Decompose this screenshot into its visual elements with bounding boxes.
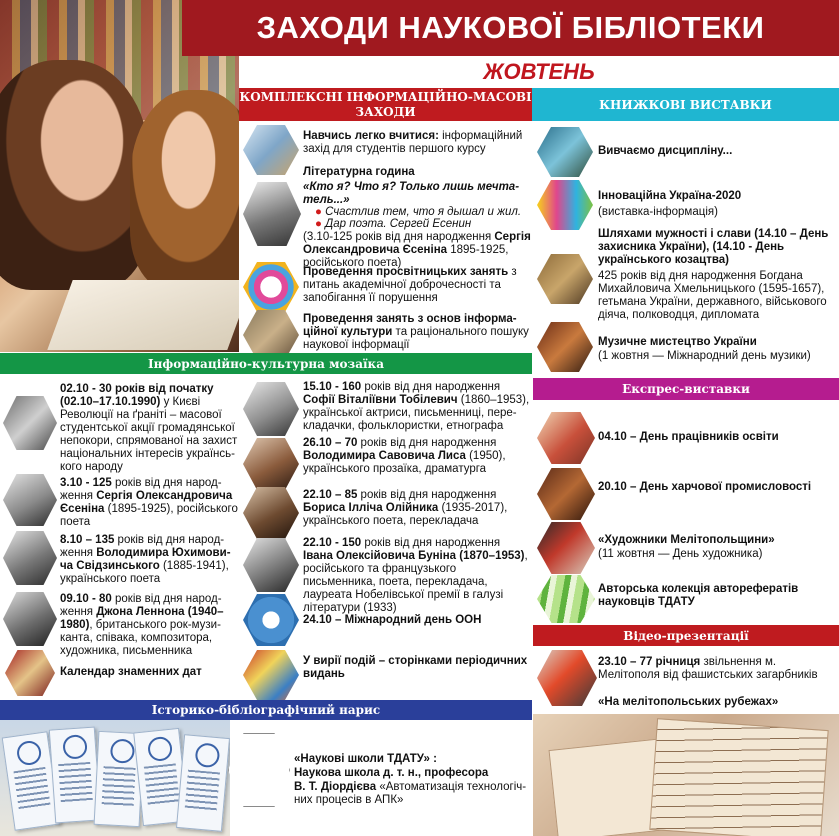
section-header-express: Експрес-виставки — [533, 378, 839, 400]
mosaic-thumb-lennon — [3, 592, 57, 646]
mosaic-thumb-lys — [243, 438, 299, 490]
mosaic-oliynyk: 22.10 – 85 років від дня народження Бориса Ілліча Олійника (1935-2017), українського поета, перекладача — [303, 489, 508, 527]
exhibition-thumb-innovation — [537, 180, 593, 230]
video-liberation: 23.10 – 77 річниця звільнення м. Мелітополя від фашистських загарбників — [598, 656, 818, 681]
exhibition-discipline: Вивчаємо дисципліну... — [598, 145, 733, 157]
express-abstracts: Авторська колекція авторефератів науковців ТДАТУ — [598, 583, 799, 608]
mosaic-thumb-periodicals — [243, 650, 299, 700]
mosaic-thumb-oliynyk — [243, 487, 299, 539]
event-literary-quote: «Кто я? Что я? Только лишь мечтатель...» — [303, 181, 520, 206]
month-label: ЖОВТЕНЬ — [239, 56, 839, 88]
mosaic-thumb-svidzinsky — [3, 531, 57, 585]
exhibition-thumb-music — [537, 322, 593, 372]
express-education-day: 04.10 – День працівників освіти — [598, 431, 779, 443]
mosaic-thumb-un — [243, 594, 299, 646]
exhibition-music-sub: (1 жовтня — Міжнародний день музики) — [598, 350, 811, 362]
event-thumb-yesenin — [243, 182, 301, 246]
essay-thumb-booklet — [228, 733, 290, 807]
mosaic-thumb-yesenin — [3, 474, 57, 526]
section-header-essay: Історико-бібліографічний нарис — [0, 700, 532, 720]
section-header-book-exhibitions: КНИЖКОВІ ВИСТАВКИ — [532, 88, 839, 121]
essay-line2: Наукова школа д. т. н., професора — [294, 767, 489, 779]
mosaic-bunin: 22.10 - 150 років від дня народження Івана Олексійовича Буніна (1870–1953), російського та французького письменника, поета, перекладача, лауреата Нобелівської премії в галузі літератури (1933) — [303, 537, 528, 614]
event-thumb-learn — [243, 125, 299, 175]
express-thumb-education — [537, 412, 595, 464]
exhibition-innovation-sub: (виставка-інформація) — [598, 206, 718, 218]
exhibition-music-title: Музичне мистецтво України — [598, 336, 757, 348]
video-liberation-title: «На мелітопольських рубежах» — [598, 696, 779, 708]
mosaic-periodicals: У вирії подій – сторінками періодичних видань — [303, 655, 528, 680]
event-integrity: Проведення просвітницьких занять з питань академічної доброчесності та запобігання її порушення — [303, 266, 517, 304]
exhibition-thumb-courage — [537, 254, 593, 304]
event-literary-bullet-2: ● Дар поэта. Сергей Есенин — [315, 218, 472, 230]
essay-line3: В. Т. Діордієва «Автоматизація технологічних процесів в АПК» — [294, 781, 527, 806]
mosaic-un-day: 24.10 – Міжнародний день ООН — [303, 614, 482, 626]
event-info-culture: Проведення занять з основ інформаційної культури та раціонального пошуку наукової інформації — [303, 313, 529, 351]
essay-title: «Наукові школи ТДАТУ» : — [294, 753, 437, 765]
mosaic-yesenin: 3.10 - 125 років від дня народження Сергія Олександровича Єсеніна (1895-1925), російського поета — [60, 477, 238, 528]
section-header-video: Відео-презентації — [533, 625, 839, 646]
mosaic-tobilevych: 15.10 - 160 років від дня народження Софії Віталіївни Тобілевич (1860–1953), української актриси, письменниці, перекладачки, фольклористки, етнографа — [303, 381, 530, 432]
event-literary-date: (3.10-125 років від дня народження Сергія Олександровича Єсеніна 1895-1925, російського поета) — [303, 231, 531, 269]
event-thumb-integrity — [243, 262, 299, 312]
express-thumb-food — [537, 468, 595, 520]
mosaic-thumb-calendar — [5, 650, 55, 696]
event-learn: Навчись легко вчитися: інформаційний захід для студентів першого курсу — [303, 130, 523, 155]
mosaic-lys: 26.10 – 70 років від дня народження Володимира Савовича Лиса (1950), українського прозаїка, драматурга — [303, 437, 506, 475]
video-photo-wartime-letters — [533, 714, 839, 836]
express-artists-sub: (11 жовтня — День художника) — [598, 548, 763, 560]
mosaic-svidzinsky: 8.10 – 135 років від дня народження Володимира Юхимовича Свідзинського (1885-1941), українського поета — [60, 534, 231, 585]
exhibition-courage-sub: 425 років від дня народження Богдана Михайловича Хмельницького (1595-1657), гетьмана України, державного, військового діяча, полководця, дипломата — [598, 270, 827, 321]
mosaic-thumb-tobilevych — [243, 382, 299, 436]
express-thumb-artists — [537, 522, 595, 574]
exhibition-courage-title: Шляхами мужності і слави (14.10 – День захисника України), (14.10 - День українського козацтва) — [598, 228, 829, 266]
mosaic-thumb-bunin — [243, 538, 299, 592]
mosaic-lennon: 09.10 - 80 років від дня народження Джона Леннона (1940–1980), британського рок-музиканта, співака, композитора, художника, письменника — [60, 593, 224, 657]
express-food-day: 20.10 – День харчової промисловості — [598, 481, 812, 493]
mosaic-granite: 02.10 - 30 років від початку (02.10–17.10.1990) у Києві Революції на ґраніті – масової студентської акції громадянської непокори, спрямованої на захист національних інтересів українського народу — [60, 383, 238, 473]
exhibition-thumb-discipline — [537, 127, 593, 177]
section-header-mosaic: Інформаційно-культурна мозаїка — [0, 353, 532, 374]
section-header-mass-events: КОМПЛЕКСНІ ІНФОРМАЦІЙНО-МАСОВІ ЗАХОДИ — [239, 90, 532, 119]
event-literary-bullet-1: ● Счастлив тем, что я дышал и жил. — [315, 206, 522, 218]
page-title: ЗАХОДИ НАУКОВОЇ БІБЛІОТЕКИ — [182, 0, 839, 56]
exhibition-innovation-title: Інноваційна Україна-2020 — [598, 190, 742, 202]
event-literary-hour-title: Літературна година — [303, 166, 415, 178]
video-thumb-liberation — [537, 650, 597, 706]
express-artists-title: «Художники Мелітопольщини» — [598, 534, 775, 546]
mosaic-thumb-granite — [3, 396, 57, 450]
express-thumb-abstracts — [537, 575, 595, 623]
essay-photo-booklets — [0, 720, 230, 836]
mosaic-calendar: Календар знаменних дат — [60, 666, 202, 678]
